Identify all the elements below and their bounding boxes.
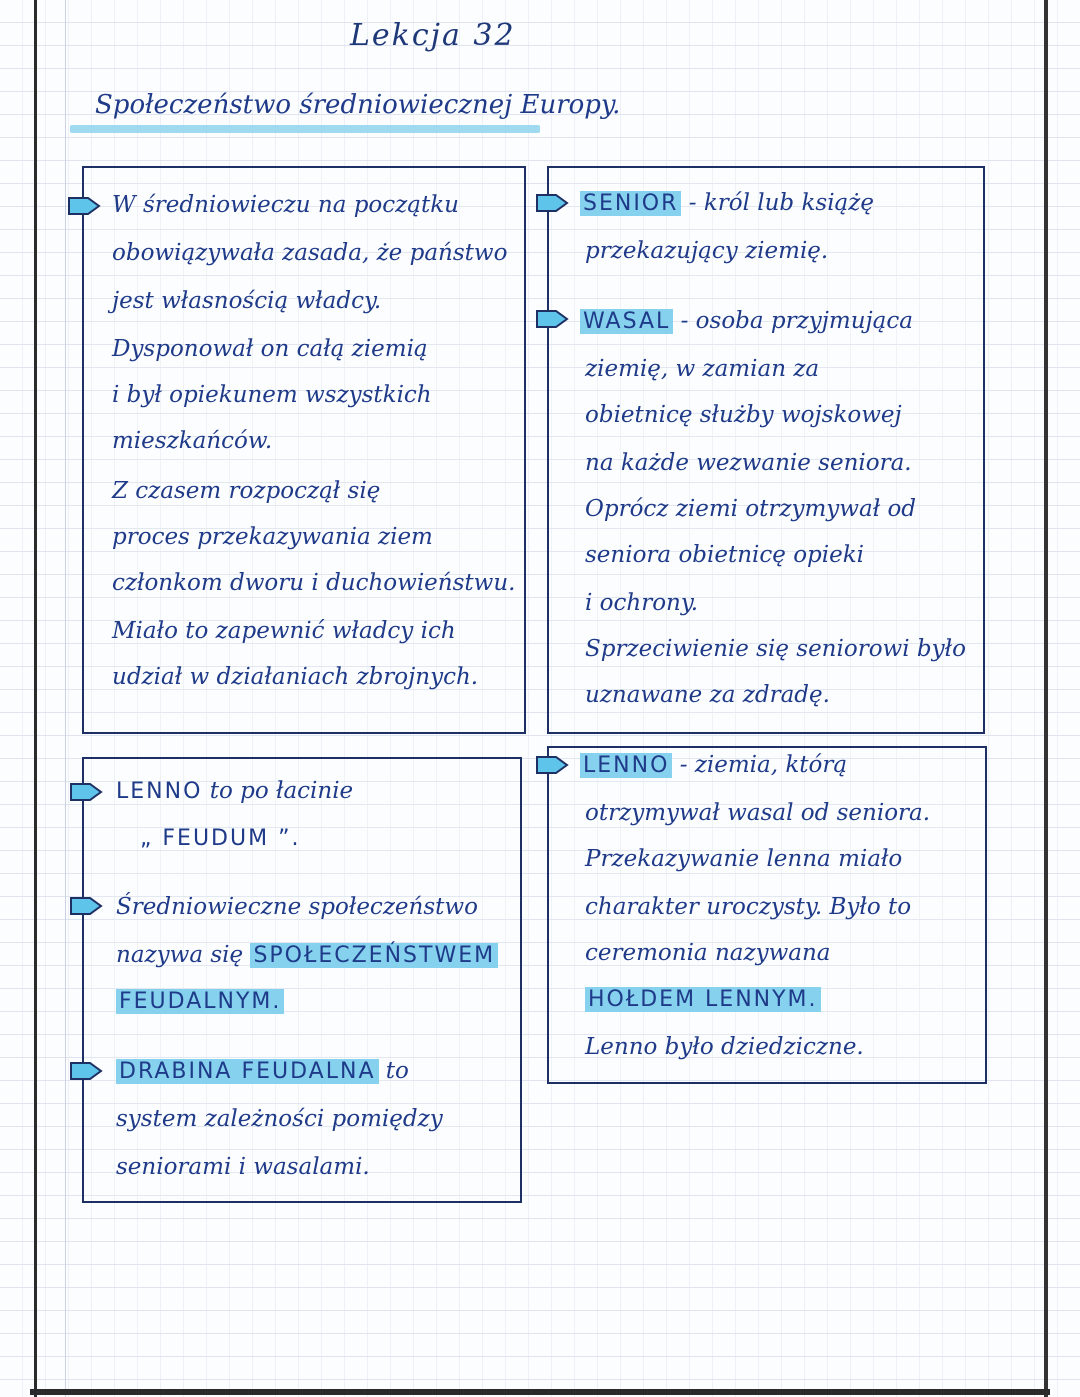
wasal-term: WASAL [580, 309, 673, 334]
lenno-line: otrzymywał wasal od seniora. [585, 800, 931, 826]
senior-line2: przekazujący ziemię. [585, 238, 829, 264]
drabina-line2: system zależności pomiędzy [116, 1106, 443, 1132]
lenno-line: Przekazywanie lenna miało [585, 846, 903, 872]
box1-line: i był opiekunem wszystkich [112, 382, 432, 408]
spoleczenstwo-term: SPOŁECZEŃSTWEM [250, 943, 498, 968]
hold-line [585, 986, 821, 1012]
wasal-line: ziemię, w zamian za [585, 356, 820, 382]
page-left-edge [34, 0, 37, 1397]
drabina-rest: to [378, 1058, 409, 1084]
note-box-lenno-feudum [82, 757, 522, 1203]
page-right-edge [1044, 0, 1048, 1397]
arrow-icon [534, 190, 570, 216]
wasal-line: seniora obietnicę opieki [585, 542, 865, 568]
wasal-line: obietnicę służby wojskowej [585, 402, 902, 428]
wasal-definition [580, 308, 913, 334]
arrow-icon [68, 1058, 104, 1084]
lenno-line: charakter uroczysty. Było to [585, 894, 912, 920]
lenno-def-rest: - ziemia, którą [672, 752, 848, 778]
senior-definition [580, 190, 874, 216]
wasal-line: Sprzeciwienie się seniorowi było [585, 636, 966, 662]
wasal-line: Oprócz ziemi otrzymywał od [585, 496, 917, 522]
spoleczenstwo-line2 [116, 942, 498, 968]
lenno-prefix: LENNO [116, 779, 203, 804]
drabina-term: DRABINA FEUDALNA [116, 1059, 379, 1084]
box1-line: udział w działaniach zbrojnych. [112, 664, 479, 690]
arrow-icon [534, 752, 570, 778]
page-bottom-edge [30, 1389, 1050, 1395]
arrow-icon [68, 893, 104, 919]
lenno-latin [116, 778, 353, 804]
box1-line: Dysponował on całą ziemią [112, 336, 428, 362]
spoleczenstwo-line1: Średniowieczne społeczeństwo [116, 894, 478, 920]
senior-rest: - król lub książę [688, 190, 875, 216]
feudalnym-term: FEUDALNYM. [116, 989, 284, 1014]
lesson-title: Lekcja 32 [350, 18, 516, 53]
drabina-line3: seniorami i wasalami. [116, 1154, 370, 1180]
wasal-line: uznawane za zdradę. [585, 682, 830, 708]
lenno-definition [580, 752, 847, 778]
box1-line: członkom dworu i duchowieństwu. [112, 570, 516, 596]
arrow-icon [534, 306, 570, 332]
hold-lenny-term: HOŁDEM LENNYM. [585, 987, 821, 1012]
feudalnym-line [116, 988, 284, 1014]
box1-line: Miało to zapewnić władcy ich [112, 618, 456, 644]
lenno-line: ceremonia nazywana [585, 940, 831, 966]
arrow-icon [68, 779, 104, 805]
lenno-term: LENNO [580, 753, 672, 778]
box1-line: mieszkańców. [112, 428, 273, 454]
box1-line: jest własnością władcy. [112, 288, 382, 314]
feudum-term: „ FEUDUM ”. [140, 826, 301, 851]
wasal-line: na każde wezwanie seniora. [585, 450, 912, 476]
wasal-rest: - osoba przyjmująca [680, 308, 913, 334]
main-title: Społeczeństwo średniowiecznej Europy. [95, 90, 621, 120]
box1-line: Z czasem rozpoczął się [112, 478, 381, 504]
box1-line: proces przekazywania ziem [112, 524, 433, 550]
arrow-icon [66, 193, 102, 219]
senior-term: SENIOR [580, 191, 681, 216]
box1-line: obowiązywała zasada, że państwo [112, 240, 508, 266]
drabina-definition [116, 1058, 409, 1084]
wasal-line: i ochrony. [585, 590, 699, 616]
lenno-rest: to po łacinie [202, 778, 354, 804]
lenno-last-line: Lenno było dziedziczne. [585, 1034, 864, 1060]
spoleczenstwo-prefix: nazywa się [116, 942, 244, 968]
box1-line: W średniowieczu na początku [112, 192, 459, 218]
title-underline [70, 125, 540, 133]
